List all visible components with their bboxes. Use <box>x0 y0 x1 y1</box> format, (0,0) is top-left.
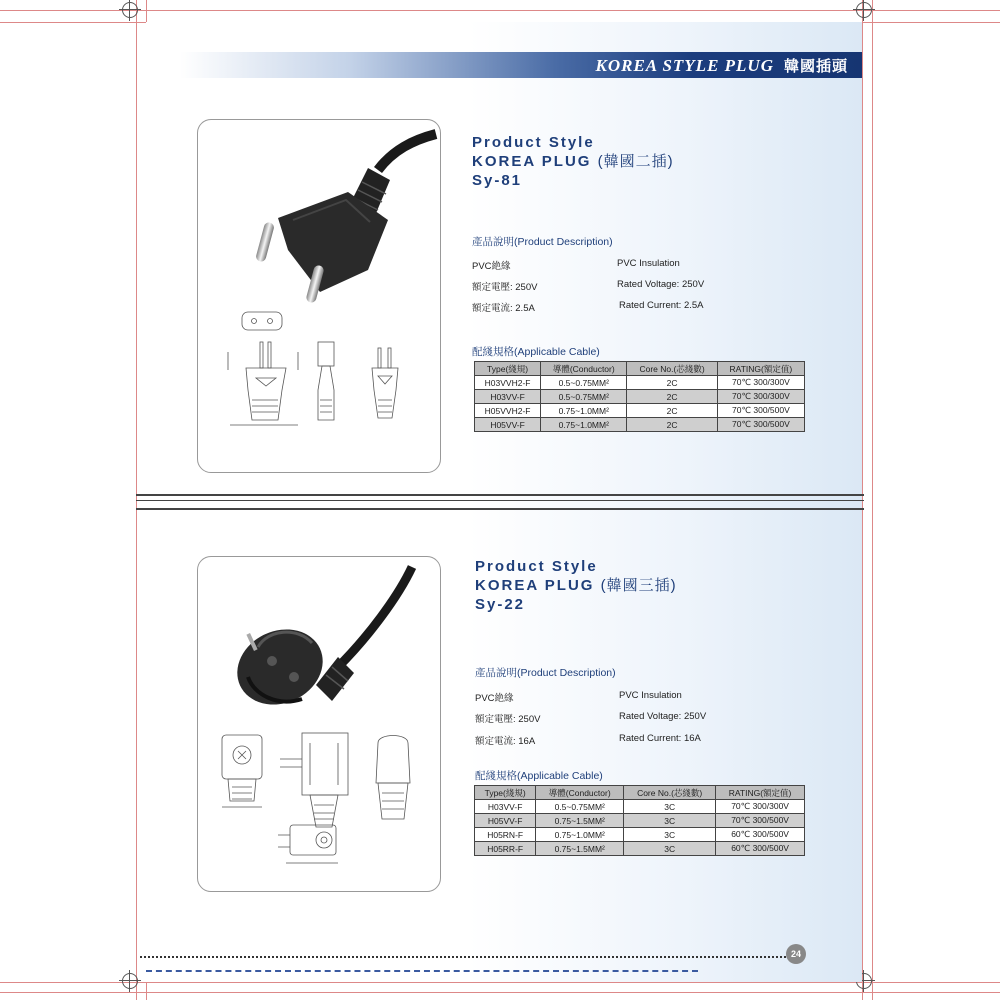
table-cell: H03VVH2-F <box>475 376 541 390</box>
trim-line-bottom <box>0 992 1000 993</box>
table-cell: H05VV-F <box>475 418 541 432</box>
table-cell: H05VV-F <box>475 814 536 828</box>
table-cell: 70℃ 300/300V <box>716 800 805 814</box>
table-cell: 60℃ 300/500V <box>716 842 805 856</box>
trim-line-right <box>872 0 873 1000</box>
korea-2pin-plug-image <box>198 120 440 472</box>
table-cell: 70℃ 300/300V <box>717 390 804 404</box>
table-cell: 70℃ 300/500V <box>717 418 804 432</box>
desc-en-insulation: PVC Insulation <box>617 258 680 269</box>
footer-dotted-line <box>140 956 786 958</box>
table-cell: 60℃ 300/500V <box>716 828 805 842</box>
table-row <box>475 390 805 404</box>
registration-mark-top-right <box>856 2 872 18</box>
cable-heading: 配綫規格(Applicable Cable) <box>475 770 603 782</box>
table-cell: 0.75~1.0MM² <box>541 404 627 418</box>
product-image-frame-sy22 <box>197 556 441 892</box>
table-cell: 0.75~1.5MM² <box>536 842 624 856</box>
desc-en-voltage: Rated Voltage: 250V <box>619 711 707 722</box>
table-header-rating: RATING(額定值) <box>717 362 804 376</box>
trim-line-bottom-inner <box>0 982 1000 983</box>
table-cell: 2C <box>627 418 717 432</box>
cable-heading: 配綫規格(Applicable Cable) <box>472 346 600 358</box>
table-header-core: Core No.(芯綫數) <box>627 362 717 376</box>
product-name-line <box>475 576 677 595</box>
desc-en-insulation: PVC Insulation <box>619 690 682 701</box>
banner-title-zh: 韓國插頭 <box>783 57 848 75</box>
table-row <box>475 376 805 390</box>
desc-zh-current: 額定電流: 2.5A <box>472 303 535 314</box>
product-name: KOREA PLUG <box>475 577 595 594</box>
table-cell: 0.75~1.0MM² <box>541 418 627 432</box>
table-row <box>475 842 805 856</box>
desc-zh-insulation: PVC絶緣 <box>475 693 514 704</box>
product-model: Sy-81 <box>472 172 523 189</box>
page-number-badge: 24 <box>786 944 806 964</box>
desc-en-voltage: Rated Voltage: 250V <box>617 279 705 290</box>
table-cell: 3C <box>624 828 716 842</box>
table-cell: H03VV-F <box>475 800 536 814</box>
table-header-type: Type(綫規) <box>475 786 536 800</box>
banner-title <box>596 55 848 76</box>
footer-dashed-line <box>146 970 698 972</box>
table-header-type: Type(綫規) <box>475 362 541 376</box>
banner-title-en: KOREA STYLE PLUG <box>595 56 774 75</box>
table-cell: 0.5~0.75MM² <box>536 800 624 814</box>
table-cell: 0.5~0.75MM² <box>541 390 627 404</box>
product-style-label: Product Style <box>472 134 595 151</box>
table-row <box>475 828 805 842</box>
table-header-core: Core No.(芯綫數) <box>624 786 716 800</box>
table-cell: 3C <box>624 842 716 856</box>
table-header-row <box>475 362 805 376</box>
table-cell: H05VVH2-F <box>475 404 541 418</box>
table-header-conductor: 導體(Conductor) <box>541 362 627 376</box>
desc-zh-insulation: PVC絶緣 <box>472 261 511 272</box>
table-cell: 2C <box>627 376 717 390</box>
table-cell: 70℃ 300/500V <box>716 814 805 828</box>
product-image-frame-sy81 <box>197 119 441 473</box>
table-row <box>475 814 805 828</box>
table-cell: 2C <box>627 390 717 404</box>
registration-mark-top-left <box>122 2 138 18</box>
korea-3pin-plug-image <box>198 557 440 891</box>
table-row <box>475 404 805 418</box>
product-title-block-sy22 <box>475 557 677 614</box>
desc-en-current: Rated Current: 2.5A <box>619 300 704 311</box>
description-heading: 產品說明(Product Description) <box>475 667 616 679</box>
table-cell: 70℃ 300/500V <box>717 404 804 418</box>
cable-spec-table-sy22 <box>474 785 805 856</box>
table-header-rating: RATING(額定值) <box>716 786 805 800</box>
table-cell: 0.5~0.75MM² <box>541 376 627 390</box>
trim-line-top <box>0 10 1000 11</box>
desc-zh-voltage: 額定電壓: 250V <box>475 714 541 725</box>
table-cell: 3C <box>624 800 716 814</box>
table-cell: 0.75~1.0MM² <box>536 828 624 842</box>
description-heading: 產品說明(Product Description) <box>472 236 613 248</box>
product-title-block-sy81 <box>472 133 674 190</box>
cable-spec-table-sy81 <box>474 361 805 432</box>
table-cell: H05RR-F <box>475 842 536 856</box>
table-cell: 3C <box>624 814 716 828</box>
table-cell: H05RN-F <box>475 828 536 842</box>
product-model: Sy-22 <box>475 596 526 613</box>
desc-en-current: Rated Current: 16A <box>619 733 701 744</box>
product-name-zh: (韓國二插) <box>597 153 674 170</box>
product-name-zh: (韓國三插) <box>600 577 677 594</box>
table-cell: 0.75~1.5MM² <box>536 814 624 828</box>
header-banner <box>180 52 862 78</box>
table-row <box>475 418 805 432</box>
product-name-line <box>472 152 674 171</box>
table-cell: 70℃ 300/300V <box>717 376 804 390</box>
product-style-label: Product Style <box>475 558 598 575</box>
desc-zh-voltage: 額定電壓: 250V <box>472 282 538 293</box>
table-header-row <box>475 786 805 800</box>
desc-zh-current: 額定電流: 16A <box>475 736 536 747</box>
table-row <box>475 800 805 814</box>
table-header-conductor: 導體(Conductor) <box>536 786 624 800</box>
registration-mark-bottom-left <box>122 973 138 989</box>
product-name: KOREA PLUG <box>472 153 592 170</box>
section-divider <box>136 494 864 510</box>
table-cell: H03VV-F <box>475 390 541 404</box>
table-cell: 2C <box>627 404 717 418</box>
